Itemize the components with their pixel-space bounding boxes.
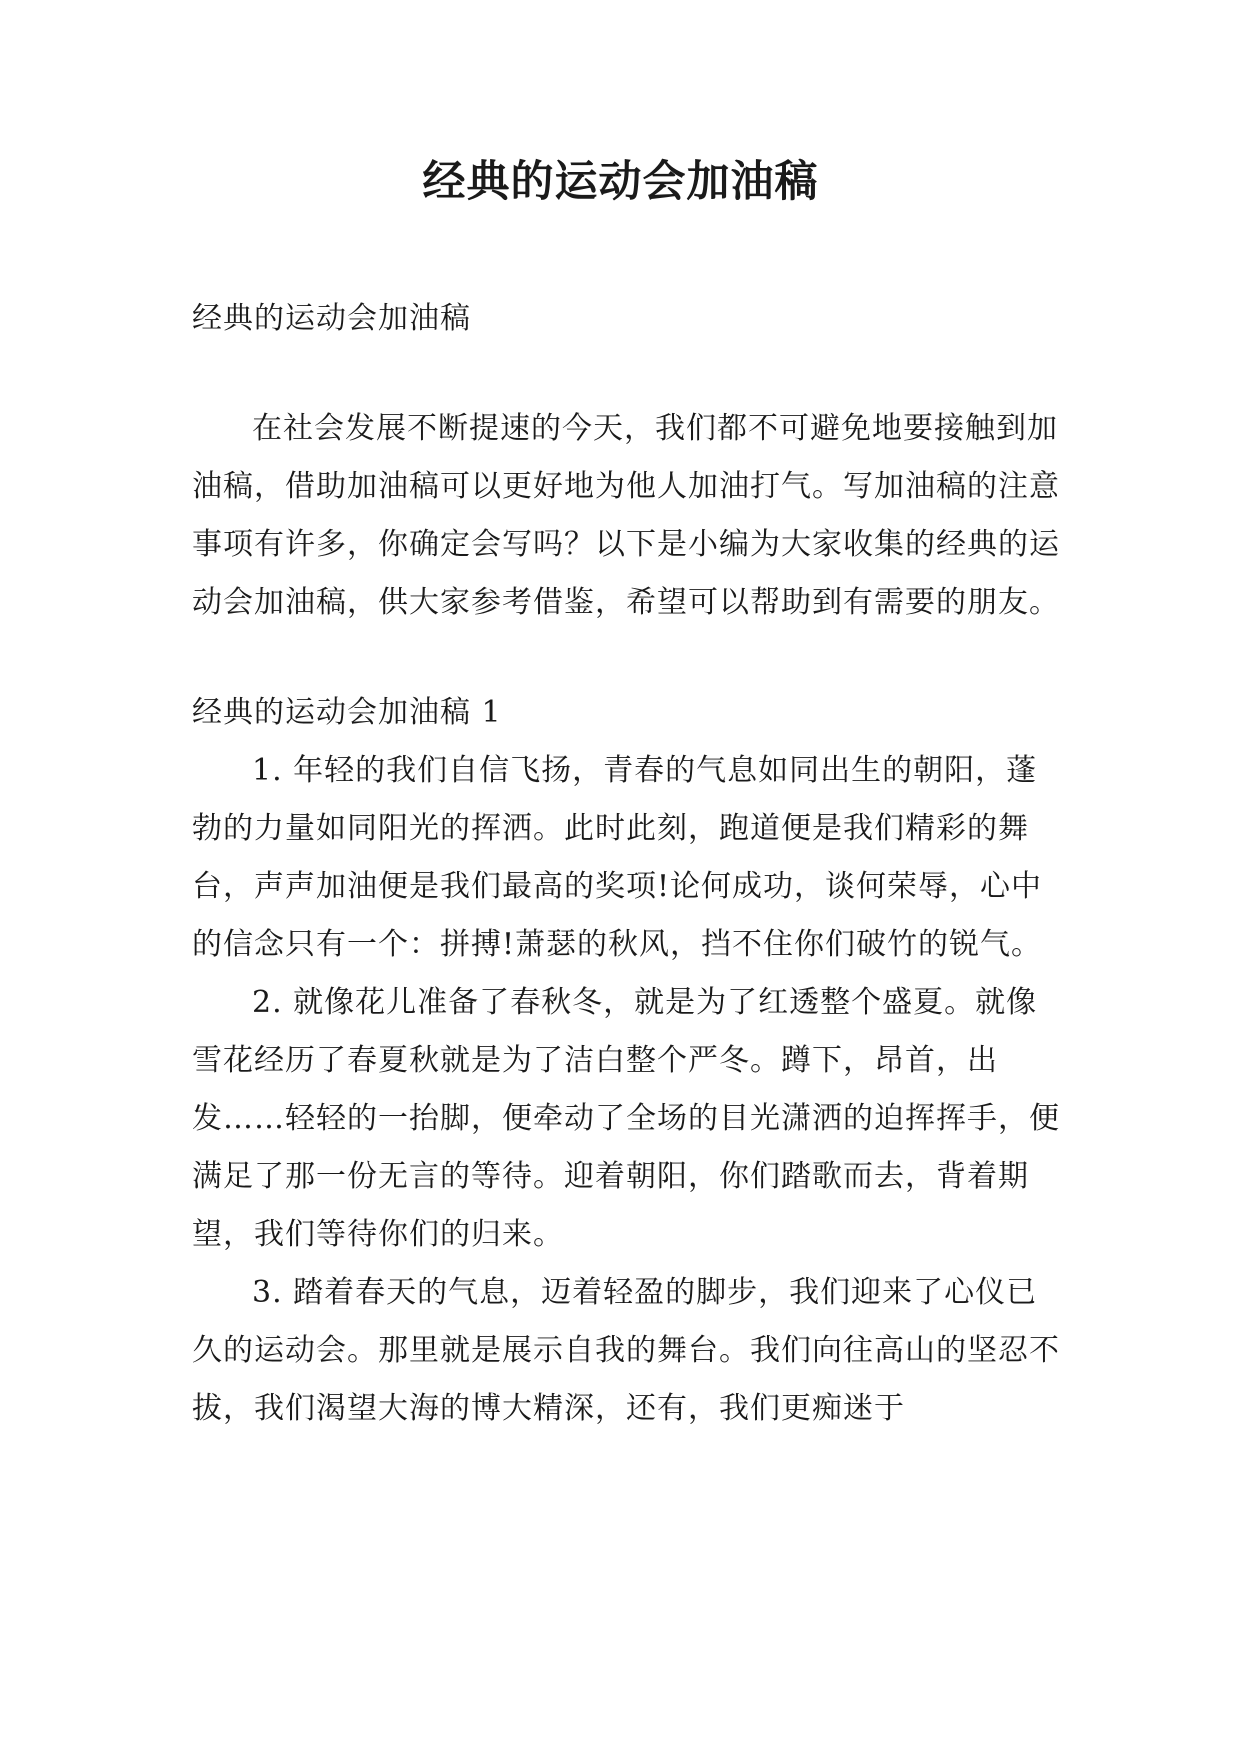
body-paragraph-1: 1. 年轻的我们自信飞扬，青春的气息如同出生的朝阳，蓬勃的力量如同阳光的挥洒。此时此刻，跑道便是我们精彩的舞台，声声加油便是我们最高的奖项!论何成功，谈何荣辱，心中的信念只有一个：拼搏!萧瑟的秋风，挡不住你们破竹的锐气。	[192, 753, 1043, 962]
document-subtitle: 经典的运动会加油稿	[192, 301, 471, 336]
document-body	[192, 290, 1062, 1438]
body-paragraph-3: 3. 踏着春天的气息，迈着轻盈的脚步，我们迎来了心仪已久的运动会。那里就是展示自我的舞台。我们向往高山的坚忍不拔，我们渴望大海的博大精深，还有，我们更痴迷于	[192, 1275, 1060, 1426]
section-heading: 经典的运动会加油稿 1	[192, 695, 502, 730]
body-paragraph-2: 2. 就像花儿准备了春秋冬，就是为了红透整个盛夏。就像雪花经历了春夏秋就是为了洁白整个严冬。蹲下，昂首，出发……轻轻的一抬脚，便牵动了全场的目光潇洒的迫挥挥手，便满足了那一份无言的等待。迎着朝阳，你们踏歌而去，背着期望，我们等待你们的归来。	[192, 985, 1060, 1252]
document-title: 经典的运动会加油稿	[422, 157, 819, 207]
intro-paragraph: 在社会发展不断提速的今天，我们都不可避免地要接触到加油稿，借助加油稿可以更好地为他人加油打气。写加油稿的注意事项有许多，你确定会写吗？以下是小编为大家收集的经典的运动会加油稿，供大家参考借鉴，希望可以帮助到有需要的朋友。	[192, 411, 1060, 620]
